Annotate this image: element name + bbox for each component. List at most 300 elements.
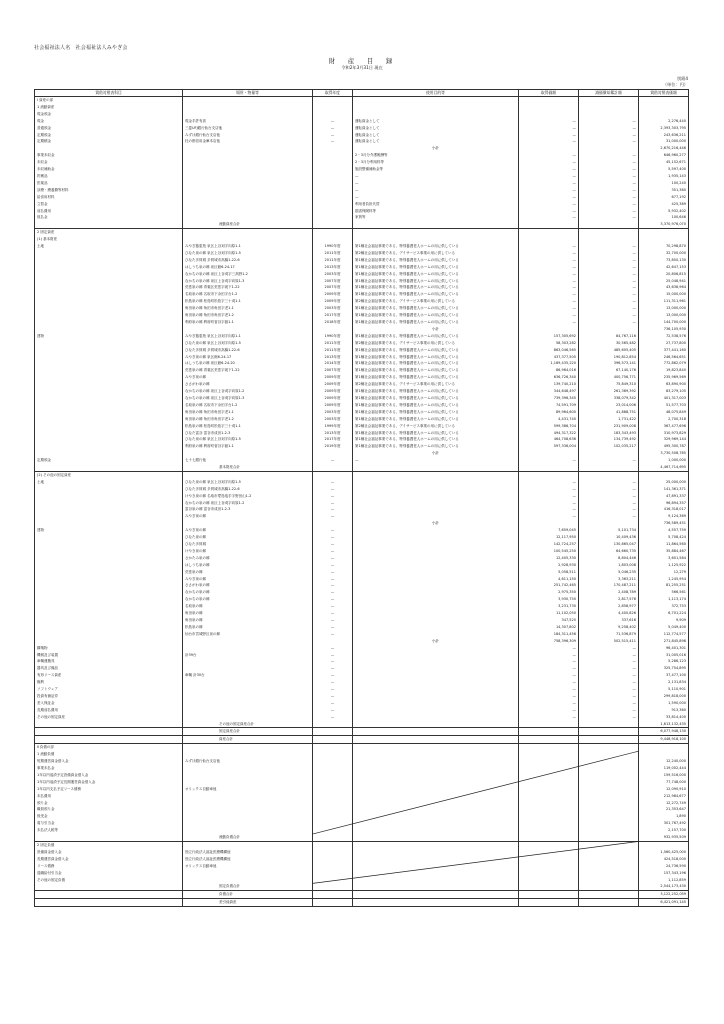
table-cell: — — [579, 652, 639, 659]
table-cell: 給食用材料 — [35, 194, 183, 201]
table-cell: — — [313, 479, 353, 486]
table-cell — [639, 104, 689, 111]
table-row — [35, 486, 689, 493]
table-cell: 2007年度 — [313, 278, 353, 285]
table-cell: 第1種社会福祉事業である、特別養護老人ホームの用に供している — [353, 354, 519, 361]
table-row — [35, 548, 689, 555]
organization-name: 社会福祉法人名 社会福祉法人みやぎ会 — [34, 45, 128, 51]
table-cell: 5,708,424 — [639, 534, 689, 541]
table-cell: 1990年度 — [313, 243, 353, 250]
table-cell — [35, 721, 183, 728]
table-cell — [519, 779, 579, 786]
table-cell: 367,477,696 — [639, 423, 689, 430]
table-cell: 差引純資産 — [183, 899, 313, 907]
table-cell: みずほ銀行仙台支店他 — [183, 758, 313, 765]
table-cell — [35, 250, 183, 257]
table-row — [35, 793, 689, 800]
table-cell — [183, 520, 313, 527]
table-cell: 2,131,834 — [639, 679, 689, 686]
table-cell: 35,884,467 — [639, 548, 689, 555]
table-cell — [183, 229, 313, 236]
table-cell: 12,090,910 — [639, 786, 689, 793]
table-cell: 未払法人税等 — [35, 827, 183, 834]
table-cell — [35, 436, 183, 443]
table-row — [35, 416, 689, 423]
table-cell: 構築物 — [35, 645, 183, 652]
table-cell — [579, 236, 639, 243]
table-cell — [183, 145, 313, 152]
table-cell: — — [579, 486, 639, 493]
table-cell — [353, 104, 519, 111]
table-cell: — — [519, 679, 579, 686]
table-cell: 小計 — [353, 450, 519, 457]
table-cell: けやき泉の郷 — [183, 548, 313, 555]
table-cell: 401,317,003 — [639, 395, 689, 402]
table-cell: 8,804,446 — [579, 555, 639, 562]
table-cell: — — [313, 603, 353, 610]
table-cell — [353, 827, 519, 834]
table-cell: 75,849,310 — [579, 381, 639, 388]
table-cell: 73,850,130 — [639, 257, 689, 264]
table-cell: ひなた泉の郷 泉区上谷刈字向原1-5 — [183, 436, 313, 443]
table-cell: 2009年度 — [313, 291, 353, 298]
table-cell: 有形リース資産 — [35, 672, 183, 679]
table-cell: — — [579, 118, 639, 125]
table-cell — [183, 707, 313, 714]
table-cell: — — [579, 138, 639, 145]
table-row — [35, 500, 689, 507]
table-cell: — — [519, 173, 579, 180]
table-cell: — — [579, 214, 639, 221]
table-row — [35, 381, 689, 388]
table-cell: 83,279,105 — [639, 388, 689, 395]
table-row — [35, 374, 689, 381]
table-cell: 土地 — [35, 479, 183, 486]
table-cell — [35, 360, 183, 367]
table-cell: 2,817,576 — [579, 596, 639, 603]
table-cell — [519, 758, 579, 765]
table-cell: — — [579, 506, 639, 513]
table-cell: 19,823,840 — [639, 367, 689, 374]
table-cell — [183, 152, 313, 159]
table-cell: — — [579, 257, 639, 264]
table-row — [35, 870, 689, 877]
table-cell: なかちの泉の郷 — [183, 596, 313, 603]
table-cell — [313, 820, 353, 827]
table-cell: 6,421,091,145 — [639, 899, 689, 907]
table-cell — [579, 899, 639, 907]
table-cell: 141,361,371 — [639, 486, 689, 493]
table-row — [35, 827, 689, 834]
table-cell — [353, 658, 519, 665]
table-cell: 43,636,964 — [639, 284, 689, 291]
table-cell: 4,400,826 — [579, 610, 639, 617]
table-cell: 第2種社会福祉事業である、デイサービス事業の用に供している — [353, 298, 519, 305]
table-cell: 2,858,977 — [579, 603, 639, 610]
table-cell — [519, 891, 579, 899]
table-cell — [579, 765, 639, 772]
table-cell: — — [519, 132, 579, 139]
table-row — [35, 443, 689, 450]
table-cell: 261,369,392 — [579, 388, 639, 395]
table-cell — [519, 450, 579, 457]
table-cell — [313, 145, 353, 152]
table-cell: 荒巻泉の郷 青葉区荒巻字坂下1-22 — [183, 367, 313, 374]
table-cell: 土地 — [35, 243, 183, 250]
table-cell: 170,487,211 — [579, 582, 639, 589]
table-cell — [35, 374, 183, 381]
table-cell: — — [519, 271, 579, 278]
table-cell — [183, 173, 313, 180]
table-cell: さかたみ泉の郷 — [183, 555, 313, 562]
table-cell: Ⅱ 負債の部 — [35, 744, 183, 751]
table-cell: — — [579, 457, 639, 464]
table-cell: — — [313, 506, 353, 513]
table-cell — [579, 772, 639, 779]
table-cell — [519, 834, 579, 841]
table-cell: — — [579, 250, 639, 257]
table-cell: 377,441,160 — [639, 347, 689, 354]
table-cell — [313, 721, 353, 728]
table-cell: — — [313, 457, 353, 464]
table-cell: 富谷泉の郷 富谷市成田1-2-3 — [183, 506, 313, 513]
table-cell: 第1種社会福祉事業である、特別養護老人ホームの用に供している — [353, 278, 519, 285]
table-cell: 772,862,079 — [639, 360, 689, 367]
table-cell — [35, 257, 183, 264]
table-cell: 142,724,257 — [519, 541, 579, 548]
table-cell: — — [579, 243, 639, 250]
table-row — [35, 326, 689, 333]
table-cell — [639, 97, 689, 104]
table-cell — [313, 201, 353, 208]
table-cell: 310,973,829 — [639, 430, 689, 437]
table-cell: 2011年度 — [313, 257, 353, 264]
table-row — [35, 257, 689, 264]
table-cell: 2,700,318 — [639, 416, 689, 423]
table-row — [35, 527, 689, 534]
table-cell: 2014年度 — [313, 360, 353, 367]
table-cell — [353, 624, 519, 631]
table-cell — [353, 569, 519, 576]
table-cell: 2011年度 — [313, 340, 353, 347]
table-row — [35, 479, 689, 486]
table-cell — [353, 721, 519, 728]
table-row — [35, 779, 689, 786]
table-cell: 144,700,000 — [639, 319, 689, 326]
table-cell: — — [579, 208, 639, 215]
table-cell — [353, 500, 519, 507]
table-cell: 338,079,342 — [579, 395, 639, 402]
table-cell: 96,894,357 — [639, 500, 689, 507]
table-cell: — — [313, 138, 353, 145]
table-cell: 495,300,787 — [639, 443, 689, 450]
table-cell: 13,000,000 — [639, 305, 689, 312]
table-row — [35, 187, 689, 194]
table-cell — [579, 326, 639, 333]
table-cell: 器具及び備品 — [35, 665, 183, 672]
table-cell: なかちの泉の郷 泉区上谷刈字三高野1-2 — [183, 271, 313, 278]
table-cell: みやぎ泉の郷 — [183, 374, 313, 381]
table-cell: 597,336,004 — [519, 443, 579, 450]
table-row — [35, 786, 689, 793]
table-cell — [35, 548, 183, 555]
table-cell: — — [313, 500, 353, 507]
table-cell — [35, 541, 183, 548]
table-cell: — — [519, 305, 579, 312]
table-row — [35, 672, 689, 679]
table-cell: 1,731,422 — [579, 416, 639, 423]
table-cell: 計39台 — [183, 652, 313, 659]
table-cell — [519, 863, 579, 870]
table-cell: 11,864,560 — [639, 541, 689, 548]
table-cell: 27,737,800 — [639, 340, 689, 347]
table-cell: 運転資金として — [353, 132, 519, 139]
table-cell — [353, 765, 519, 772]
table-cell: 第1種社会福祉事業である、特別養護老人ホームの用に供している — [353, 305, 519, 312]
table-row — [35, 652, 689, 659]
table-cell: 前払費用 — [35, 208, 183, 215]
table-cell — [313, 728, 353, 736]
table-cell — [35, 534, 183, 541]
table-cell: 71,536,879 — [579, 631, 639, 638]
table-cell: 42,647,153 — [639, 264, 689, 271]
table-cell: 職員預り金 — [35, 806, 183, 813]
table-cell: みやぎ泉の郷 — [183, 527, 313, 534]
table-cell: 11,102,050 — [519, 610, 579, 617]
table-cell — [579, 834, 639, 841]
table-cell — [313, 111, 353, 118]
table-cell: — — [579, 645, 639, 652]
table-cell: — — [313, 665, 353, 672]
table-cell — [519, 145, 579, 152]
table-row — [35, 291, 689, 298]
table-row — [35, 686, 689, 693]
table-cell — [519, 751, 579, 758]
table-cell: 3,231,730 — [519, 603, 579, 610]
table-cell: — — [579, 125, 639, 132]
table-cell: 診療・療養費等材料 — [35, 187, 183, 194]
table-cell: Ⅰ 資産の部 — [35, 97, 183, 104]
table-cell — [519, 841, 579, 848]
table-cell: 設備資金借入金 — [35, 849, 183, 856]
table-row — [35, 679, 689, 686]
table-row — [35, 409, 689, 416]
table-cell — [35, 430, 183, 437]
table-cell: 396,573,141 — [579, 360, 639, 367]
table-row — [35, 264, 689, 271]
table-cell: 1年以内返済予定長期運営資金借入金 — [35, 779, 183, 786]
table-cell — [353, 534, 519, 541]
table-cell: 第1種社会福祉事業である、特別養護老人ホームの用に供している — [353, 271, 519, 278]
table-cell — [519, 744, 579, 751]
table-cell — [35, 423, 183, 430]
table-cell — [313, 166, 353, 173]
table-cell: — — [313, 548, 353, 555]
table-cell: — — [579, 159, 639, 166]
table-cell: 2・3月分利用料等 — [353, 159, 519, 166]
table-row — [35, 450, 689, 457]
table-cell — [579, 97, 639, 104]
table-cell — [579, 464, 639, 471]
table-cell: — — [519, 250, 579, 257]
table-cell: オリックス自動車他 — [183, 786, 313, 793]
table-row — [35, 645, 689, 652]
table-row — [35, 194, 689, 201]
table-cell — [313, 751, 353, 758]
table-cell: 4,467,714,695 — [639, 464, 689, 471]
table-row — [35, 138, 689, 145]
table-cell — [579, 471, 639, 478]
table-cell: — — [579, 513, 639, 520]
table-row — [35, 271, 689, 278]
table-row — [35, 589, 689, 596]
table-cell: 杜の都信用金庫本店他 — [183, 138, 313, 145]
table-cell — [183, 471, 313, 478]
table-row — [35, 800, 689, 807]
table-row — [35, 132, 689, 139]
table-cell — [519, 827, 579, 834]
table-cell — [519, 221, 579, 228]
table-cell — [353, 562, 519, 569]
table-cell: 医薬品 — [35, 180, 183, 187]
table-cell: 636,726,340 — [519, 374, 579, 381]
table-cell — [519, 97, 579, 104]
table-cell: 1 流動負債 — [35, 751, 183, 758]
table-cell: 建物 — [35, 333, 183, 340]
table-cell — [353, 806, 519, 813]
table-cell — [579, 758, 639, 765]
table-row — [35, 582, 689, 589]
table-cell — [183, 700, 313, 707]
table-cell — [183, 97, 313, 104]
table-cell: 荒巻泉の郷 青葉区荒巻字坂下1-22 — [183, 284, 313, 291]
table-cell — [313, 221, 353, 228]
table-cell — [313, 229, 353, 236]
table-cell — [579, 520, 639, 527]
table-row — [35, 877, 689, 884]
table-cell: — — [519, 672, 579, 679]
table-cell: 48,075,849 — [639, 409, 689, 416]
table-cell: 70,298,870 — [639, 243, 689, 250]
table-row — [35, 765, 689, 772]
table-cell — [313, 806, 353, 813]
table-cell: 351,380 — [639, 187, 689, 194]
table-cell: 25,000,000 — [639, 479, 689, 486]
table-cell — [353, 513, 519, 520]
table-cell: 第2種社会福祉事業である、デイサービス事業の用に供している — [353, 340, 519, 347]
table-cell: 5,932,402 — [639, 208, 689, 215]
table-cell: 3,601,584 — [639, 555, 689, 562]
table-cell: 運転資金として — [353, 138, 519, 145]
table-cell: 63,890,900 — [639, 381, 689, 388]
table-cell: 13,000,000 — [639, 312, 689, 319]
table-cell: 小計 — [353, 326, 519, 333]
table-cell: 短期運営資金借入金 — [35, 758, 183, 765]
table-cell — [35, 555, 183, 562]
table-cell: — — [579, 194, 639, 201]
table-cell: 松島泉の郷 松島町松島字三十刈1-1 — [183, 298, 313, 305]
table-cell: 100,240 — [639, 180, 689, 187]
table-cell: リース債務 — [35, 863, 183, 870]
table-cell: ひなた多賀城 — [183, 541, 313, 548]
table-cell: 未収金 — [35, 159, 183, 166]
table-cell: 646,960,277 — [639, 152, 689, 159]
attachment-number: 別紙4 — [676, 76, 688, 81]
table-cell: — — [579, 271, 639, 278]
table-cell: 損害保険料等 — [353, 208, 519, 215]
table-cell: — — [519, 152, 579, 159]
table-cell: (2) その他の固定資産 — [35, 471, 183, 478]
table-cell: みやぎ泉の郷 — [183, 576, 313, 583]
table-cell: 12,240,000 — [639, 758, 689, 765]
table-cell: 1年以内支払予定リース債務 — [35, 786, 183, 793]
table-cell — [35, 284, 183, 291]
table-cell — [353, 899, 519, 907]
table-cell — [353, 793, 519, 800]
table-cell: 2,393,303,795 — [639, 125, 689, 132]
property-inventory-table — [34, 89, 689, 907]
table-cell: 2,408,789 — [579, 589, 639, 596]
table-row — [35, 173, 689, 180]
table-row — [35, 118, 689, 125]
table-cell: — — [579, 493, 639, 500]
table-cell — [519, 326, 579, 333]
table-cell: ささがわ泉の郷 — [183, 582, 313, 589]
table-cell — [519, 772, 579, 779]
table-cell — [353, 506, 519, 513]
table-cell: ソフトウェア — [35, 686, 183, 693]
table-cell: 差入保証金 — [35, 700, 183, 707]
table-cell — [353, 841, 519, 848]
table-cell: 24,736,590 — [639, 863, 689, 870]
table-cell: 3,370,976,070 — [639, 221, 689, 228]
table-cell — [519, 229, 579, 236]
table-row — [35, 856, 689, 863]
table-cell: 独立行政法人福祉医療機構他 — [183, 856, 313, 863]
table-cell — [353, 870, 519, 877]
table-cell — [35, 326, 183, 333]
table-cell — [313, 471, 353, 478]
table-cell — [35, 513, 183, 520]
table-cell — [353, 527, 519, 534]
table-cell — [353, 877, 519, 884]
table-cell: — — [353, 194, 519, 201]
table-cell: みやぎ泉の郷 — [183, 513, 313, 520]
table-cell: 337,616 — [579, 617, 639, 624]
table-cell: 1年以内返済予定設備資金借入金 — [35, 772, 183, 779]
table-cell: 未収補助金 — [35, 166, 183, 173]
table-cell: ささがわ泉の郷 — [183, 381, 313, 388]
table-cell: 6,077,948,130 — [639, 728, 689, 736]
table-cell: 第1種社会福祉事業である、特別養護老人ホームの用に供している — [353, 367, 519, 374]
table-cell — [579, 786, 639, 793]
table-cell: 425,389 — [639, 201, 689, 208]
table-cell — [353, 891, 519, 899]
table-cell — [519, 849, 579, 856]
table-row — [35, 751, 689, 758]
table-cell: 5,046,235 — [579, 569, 639, 576]
table-cell — [183, 813, 313, 820]
table-row — [35, 721, 689, 728]
table-cell — [183, 714, 313, 721]
table-cell: 貯蔵品 — [35, 173, 183, 180]
table-cell — [313, 97, 353, 104]
table-cell: 3,363,211 — [579, 576, 639, 583]
table-cell: — — [519, 201, 579, 208]
table-cell: — — [519, 166, 579, 173]
table-cell — [35, 145, 183, 152]
table-cell: 第1種社会福祉事業である、特別養護老人ホームの用に供している — [353, 319, 519, 326]
